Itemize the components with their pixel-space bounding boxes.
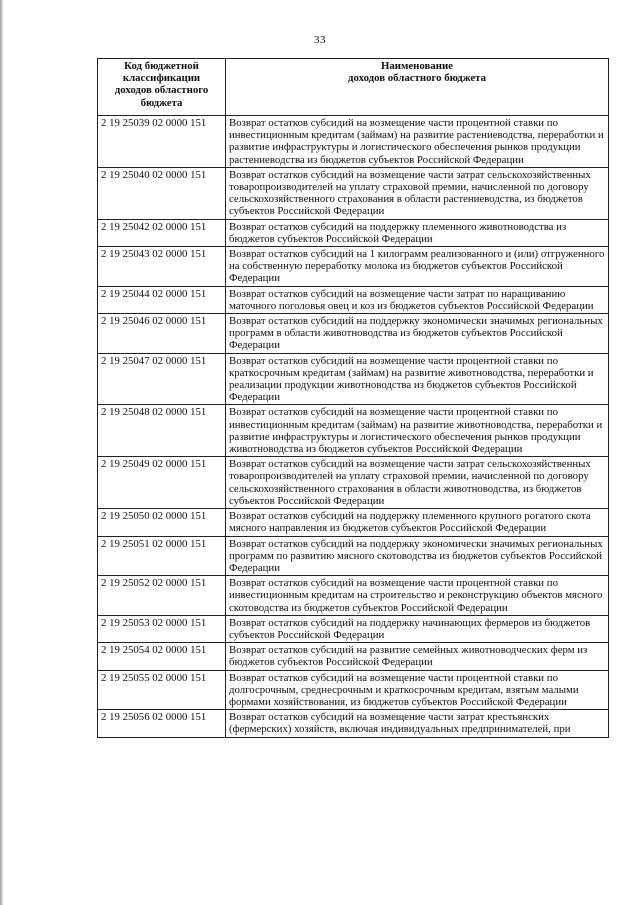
budget-code-cell: 2 19 25048 02 0000 151: [98, 405, 226, 457]
income-name-cell: Возврат остатков субсидий на возмещение части процентной ставки по инвестиционным кредитам (займам) на развитие животноводства, переработки и развитие инфраструктуры и логистического обеспечения рынков продукции животноводства из бюджетов субъектов Российской Федерации: [226, 405, 609, 457]
table-row: [98, 286, 609, 313]
scan-edge-shadow: [0, 0, 3, 905]
income-name-cell: Возврат остатков субсидий на возмещение части затрат по наращиванию маточного поголовья овец и коз из бюджетов субъектов Российской Федерации: [226, 286, 609, 313]
table-row: [98, 670, 609, 710]
income-name-cell: Возврат остатков субсидий на возмещение части процентной ставки по инвестиционным кредитам на строительство и реконструкцию объектов мясного скотоводства из бюджетов субъектов Российской Федерации: [226, 576, 609, 616]
header-code-line: бюджета: [140, 96, 183, 109]
income-name-cell: Возврат остатков субсидий на поддержку начинающих фермеров из бюджетов субъектов Российской Федерации: [226, 615, 609, 642]
income-name-cell: Возврат остатков субсидий на поддержку племенного животноводства из бюджетов субъектов Российской Федерации: [226, 219, 609, 246]
income-name-cell: Возврат остатков субсидий на развитие семейных животноводческих ферм из бюджетов субъектов Российской Федерации: [226, 643, 609, 670]
budget-code-cell: 2 19 25056 02 0000 151: [98, 710, 226, 737]
table-row: [98, 536, 609, 576]
table-row: [98, 167, 609, 219]
budget-code-cell: 2 19 25049 02 0000 151: [98, 457, 226, 509]
header-code-line: доходов областного: [114, 84, 209, 97]
income-name-cell: Возврат остатков субсидий на 1 килограмм реализованного и (или) отгруженного на собственную переработку молока из бюджетов субъектов Российской Федерации: [226, 247, 609, 287]
header-code-line: классификации: [122, 72, 201, 85]
table-row: [98, 643, 609, 670]
budget-code-cell: 2 19 25046 02 0000 151: [98, 314, 226, 354]
table-row: [98, 710, 609, 737]
table-row: [98, 219, 609, 246]
table-row: [98, 405, 609, 457]
income-name-cell: Возврат остатков субсидий на возмещение части затрат крестьянских (фермерских) хозяйств, включая индивидуальных предпринимателей, при: [226, 710, 609, 737]
budget-code-cell: 2 19 25043 02 0000 151: [98, 247, 226, 287]
budget-code-cell: 2 19 25051 02 0000 151: [98, 536, 226, 576]
budget-code-cell: 2 19 25054 02 0000 151: [98, 643, 226, 670]
table-row: [98, 615, 609, 642]
table-header-row: [98, 59, 609, 116]
header-name-line: Наименование: [381, 60, 453, 72]
table-row: [98, 247, 609, 287]
budget-code-cell: 2 19 25044 02 0000 151: [98, 286, 226, 313]
header-name-column: [226, 59, 609, 116]
income-name-cell: Возврат остатков субсидий на поддержку племенного крупного рогатого скота мясного направления из бюджетов субъектов Российской Федерации: [226, 509, 609, 536]
income-name-cell: Возврат остатков субсидий на поддержку экономически значимых региональных программ по развитию мясного скотоводства из бюджетов субъектов Российской Федерации: [226, 536, 609, 576]
budget-code-cell: 2 19 25042 02 0000 151: [98, 219, 226, 246]
table-row: [98, 314, 609, 354]
income-name-cell: Возврат остатков субсидий на возмещение части затрат сельскохозяйственных товаропроизводителей на уплату страховой премии, начисленной по договору сельскохозяйственного страхования в области животноводства, из бюджетов субъектов Российской Федерации: [226, 457, 609, 509]
income-name-cell: Возврат остатков субсидий на возмещение части процентной ставки по краткосрочным кредитам (займам) на развитие животноводства, переработки и реализации продукции животноводства из бюджетов субъектов Российской Федерации: [226, 353, 609, 405]
income-name-cell: Возврат остатков субсидий на возмещение части процентной ставки по долгосрочным, среднесрочным и краткосрочным кредитам, взятым малыми формами хозяйствования, из бюджетов субъектов Российской Федерации: [226, 670, 609, 710]
income-name-cell: Возврат остатков субсидий на возмещение части процентной ставки по инвестиционным кредитам (займам) на развитие растениеводства, переработки и развитие инфраструктуры и логистического обеспечения рынков продукции растениеводства из бюджетов субъектов Российской Федерации: [226, 116, 609, 168]
header-code-line: Код бюджетной: [124, 60, 199, 72]
budget-code-cell: 2 19 25040 02 0000 151: [98, 167, 226, 219]
budget-code-cell: 2 19 25050 02 0000 151: [98, 509, 226, 536]
income-name-cell: Возврат остатков субсидий на поддержку экономически значимых региональных программ в области животноводства из бюджетов субъектов Российской Федерации: [226, 314, 609, 354]
budget-code-cell: 2 19 25039 02 0000 151: [98, 116, 226, 168]
table-row: [98, 457, 609, 509]
income-name-cell: Возврат остатков субсидий на возмещение части затрат сельскохозяйственных товаропроизводителей на уплату страховой премии, начисленной по договору сельскохозяйственного страхования в области растениеводства, из бюджетов субъектов Российской Федерации: [226, 167, 609, 219]
budget-code-cell: 2 19 25053 02 0000 151: [98, 615, 226, 642]
table-row: [98, 576, 609, 616]
budget-income-table: [97, 58, 609, 738]
table-row: [98, 509, 609, 536]
budget-code-cell: 2 19 25047 02 0000 151: [98, 353, 226, 405]
header-name-line: доходов областного бюджета: [347, 72, 487, 85]
header-code-column: [98, 59, 226, 116]
table-row: [98, 116, 609, 168]
table-row: [98, 353, 609, 405]
page-number: 33: [314, 34, 326, 46]
budget-code-cell: 2 19 25055 02 0000 151: [98, 670, 226, 710]
budget-code-cell: 2 19 25052 02 0000 151: [98, 576, 226, 616]
